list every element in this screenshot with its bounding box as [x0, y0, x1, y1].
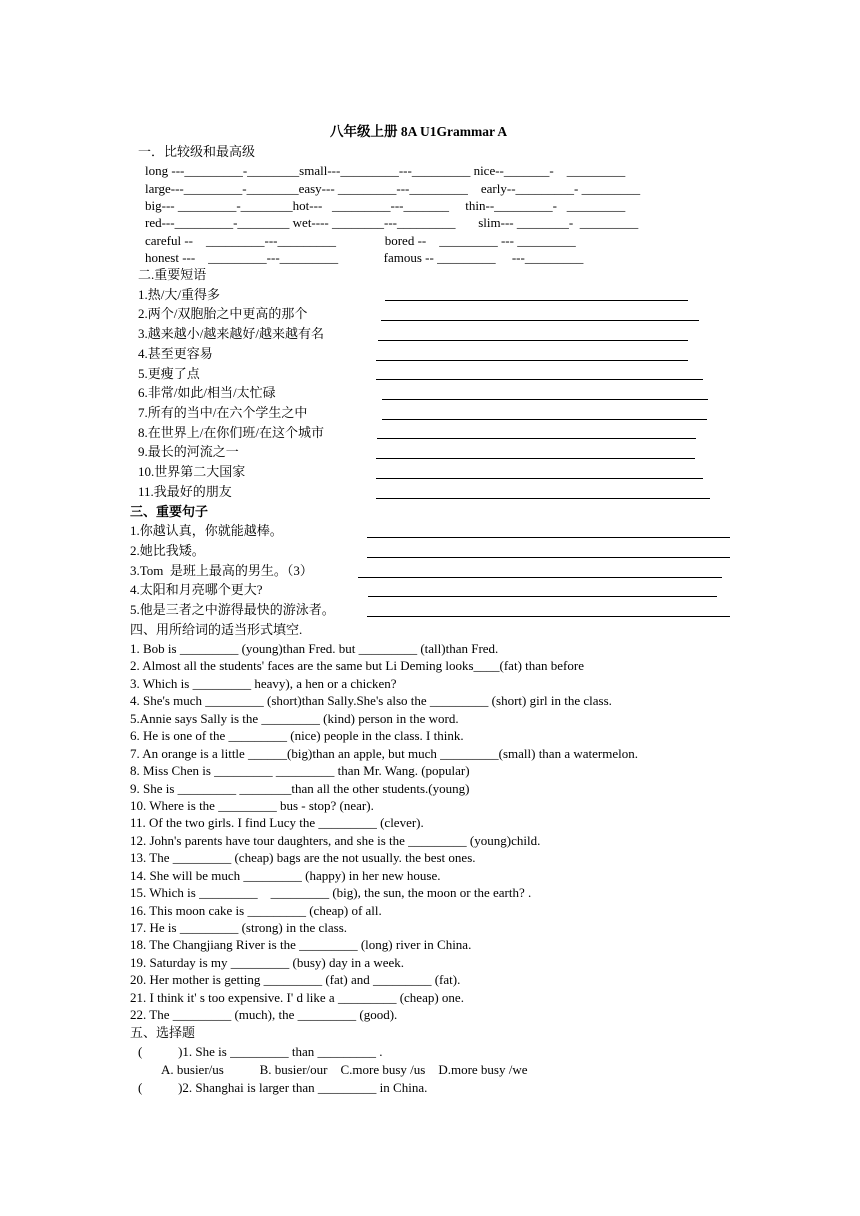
phrase-item: 4.甚至更容易 — [138, 346, 213, 361]
fill-in-item: 3. Which is _________ heavy), a hen or a chicken? — [130, 676, 397, 691]
answer-line[interactable] — [367, 616, 730, 617]
answer-line[interactable] — [367, 557, 730, 558]
fill-in-item: 11. Of the two girls. I find Lucy the _________ (clever). — [130, 815, 424, 830]
phrase-item: 8.在世界上/在你们班/在这个城市 — [138, 425, 324, 440]
answer-line[interactable] — [377, 438, 696, 439]
comparison-row: honest --- _________---_________ famous -- _________ ---_________ — [145, 250, 584, 265]
fill-in-item: 22. The _________ (much), the _________ (good). — [130, 1007, 398, 1022]
answer-line[interactable] — [376, 478, 703, 479]
comparison-row: big--- _________-________hot--- _________---_______ thin--_________- _________ — [145, 198, 626, 213]
answer-line[interactable] — [381, 320, 699, 321]
section-4-heading: 四、用所给词的适当形式填空. — [130, 622, 303, 637]
sentence-item: 3.Tom 是班上最高的男生。（3） — [130, 563, 313, 578]
answer-line[interactable] — [382, 399, 708, 400]
answer-line[interactable] — [382, 419, 707, 420]
answer-line[interactable] — [368, 596, 717, 597]
phrase-item: 5.更瘦了点 — [138, 366, 200, 381]
fill-in-item: 18. The Changjiang River is the _________ (long) river in China. — [130, 937, 472, 952]
phrase-item: 6.非常/如此/相当/太忙碌 — [138, 385, 276, 400]
comparison-row: careful -- _________---_________ bored -- _________ --- _________ — [145, 233, 576, 248]
phrase-item: 1.热/大/重得多 — [138, 287, 220, 302]
fill-in-item: 17. He is _________ (strong) in the class. — [130, 920, 348, 935]
answer-line[interactable] — [376, 498, 710, 499]
fill-in-item: 5.Annie says Sally is the _________ (kind) person in the word. — [130, 711, 459, 726]
section-5-heading: 五、选择题 — [130, 1025, 196, 1040]
fill-in-item: 12. John's parents have tour daughters, and she is the _________ (young)child. — [130, 833, 541, 848]
fill-in-item: 2. Almost all the students' faces are the same but Li Deming looks____(fat) than before — [130, 658, 584, 673]
section-1-heading: 一．比较级和最高级 — [138, 144, 256, 159]
fill-in-item: 1. Bob is _________ (young)than Fred. but _________ (tall)than Fred. — [130, 641, 499, 656]
phrase-item: 9.最长的河流之一 — [138, 444, 239, 459]
comparison-row: red---_________-________ wet---- ________---_________ slim--- ________- _________ — [145, 215, 639, 230]
sentence-item: 1.你越认真，你就能越棒。 — [130, 523, 283, 538]
fill-in-item: 20. Her mother is getting _________ (fat) and _________ (fat). — [130, 972, 461, 987]
page-title: 八年级上册 8A U1Grammar A — [330, 124, 508, 139]
answer-line[interactable] — [376, 379, 703, 380]
fill-in-item: 15. Which is _________ _________ (big), the sun, the moon or the earth? . — [130, 885, 532, 900]
answer-line[interactable] — [378, 340, 688, 341]
fill-in-item: 7. An orange is a little ______(big)than an apple, but much _________(small) than a watermelon. — [130, 746, 638, 761]
section-3-heading: 三、重要句子 — [130, 504, 209, 519]
fill-in-item: 16. This moon cake is _________ (cheap) of all. — [130, 903, 382, 918]
choice-question: ( )2. Shanghai is larger than _________ in China. — [138, 1080, 428, 1095]
fill-in-item: 14. She will be much _________ (happy) in her new house. — [130, 868, 441, 883]
fill-in-item: 4. She's much _________ (short)than Sally.She's also the _________ (short) girl in the class. — [130, 693, 612, 708]
fill-in-item: 19. Saturday is my _________ (busy) day in a week. — [130, 955, 405, 970]
sentence-item: 4.太阳和月亮哪个更大? — [130, 582, 263, 597]
fill-in-item: 10. Where is the _________ bus - stop? (near). — [130, 798, 374, 813]
fill-in-item: 21. I think it' s too expensive. I' d like a _________ (cheap) one. — [130, 990, 464, 1005]
answer-line[interactable] — [376, 458, 695, 459]
sentence-item: 2.她比我矮。 — [130, 543, 205, 558]
phrase-item: 3.越来越小/越来越好/越来越有名 — [138, 326, 324, 341]
comparison-row: large---_________-________easy--- _________---_________ early--_________- _________ — [145, 181, 641, 196]
section-2-heading: 二.重要短语 — [138, 267, 207, 282]
sentence-item: 5.他是三者之中游得最快的游泳者。 — [130, 602, 335, 617]
answer-line[interactable] — [385, 300, 688, 301]
choice-question: ( )1. She is _________ than _________ . — [138, 1044, 383, 1059]
fill-in-item: 8. Miss Chen is _________ _________ than Mr. Wang. (popular) — [130, 763, 470, 778]
phrase-item: 2.两个/双胞胎之中更高的那个 — [138, 306, 308, 321]
answer-line[interactable] — [358, 577, 722, 578]
fill-in-item: 6. He is one of the _________ (nice) people in the class. I think. — [130, 728, 464, 743]
fill-in-item: 13. The _________ (cheap) bags are the not usually. the best ones. — [130, 850, 476, 865]
phrase-item: 10.世界第二大国家 — [138, 464, 246, 479]
comparison-row: long ---_________-________small---_________---_________ nice--_______- _________ — [145, 163, 626, 178]
answer-line[interactable] — [376, 360, 688, 361]
answer-line[interactable] — [367, 537, 730, 538]
phrase-item: 7.所有的当中/在六个学生之中 — [138, 405, 308, 420]
choice-options: A. busier/us B. busier/our C.more busy /us D.more busy /we — [161, 1062, 528, 1077]
fill-in-item: 9. She is _________ ________than all the other students.(young) — [130, 781, 470, 796]
phrase-item: 11.我最好的朋友 — [138, 484, 232, 499]
